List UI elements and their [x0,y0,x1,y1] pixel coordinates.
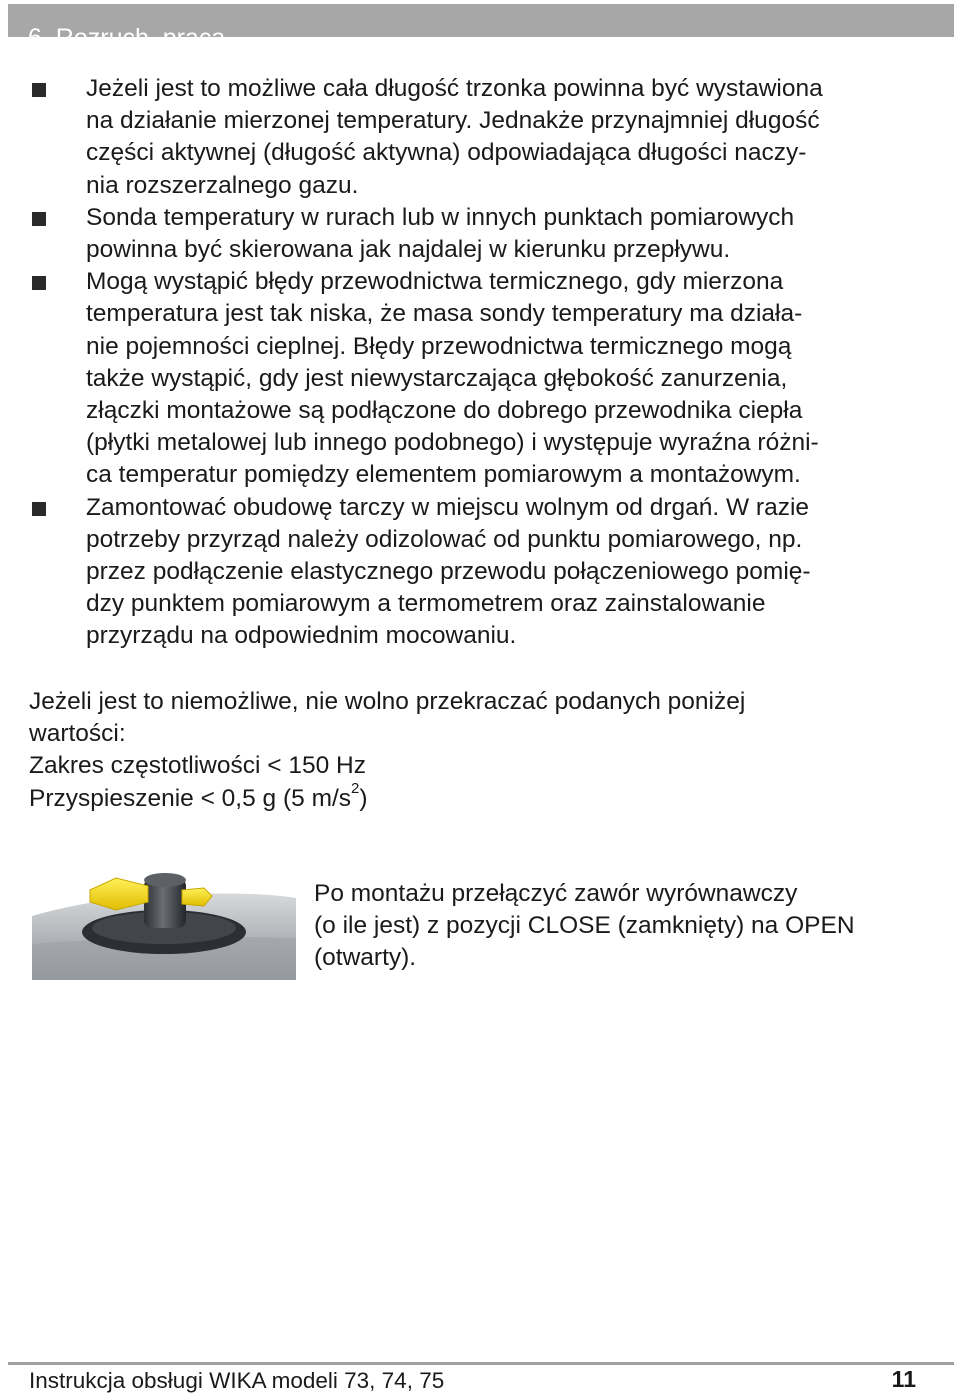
text-line: nie pojemności cieplnej. Błędy przewodnictwa termicznego mogą [86,332,792,360]
list-item [0,492,960,653]
square-bullet-icon [32,502,46,516]
text-line: Zamontować obudowę tarczy w miejscu wolnym od drgań. W razie [86,493,810,521]
footer-divider [8,1362,954,1365]
text-line: na działanie mierzonej temperatury. Jednakże przynajmniej długość [86,107,820,135]
square-bullet-icon [32,276,46,290]
text-line: (o ile jest) z pozycji CLOSE (zamknięty) na OPEN [314,912,855,940]
text-line: przez podłączenie elastycznego przewodu połączeniowego pomię- [86,558,811,586]
text-line: dzy punktem pomiarowym a termometrem oraz zainstalowanie [86,590,766,618]
text-line: (otwarty). [314,944,417,972]
text-line: Sonda temperatury w rurach lub w innych punktach pomiarowych [86,203,795,231]
text-line: Mogą wystąpić błędy przewodnictwa termicznego, gdy mierzona [86,268,784,296]
square-bullet-icon [32,212,46,226]
text-line: Jeżeli jest to możliwe cała długość trzonka powinna być wystawiona [86,75,823,102]
acceleration-limit: Przyspieszenie < 0,5 g (5 $m/s^2$) [29,780,368,812]
text-line: temperatura jest tak niska, że masa sondy temperatury ma działa- [86,300,803,328]
frequency-limit: Zakres częstotliwości < 150 Hz [29,752,366,780]
list-item [0,266,960,491]
vent-valve-image [32,868,296,980]
text-line: ca temperatur pomiędzy elementem pomiarowym a montażowym. [86,461,801,489]
limits-intro: wartości: [29,720,126,748]
text-line: (płytki metalowej lub innego podobnego) i występuje wyraźna różni- [86,429,819,457]
square-bullet-icon [32,83,46,97]
text-line: powinna być skierowana jak najdalej w kierunku przepływu. [86,236,731,264]
bullet-text [86,492,936,653]
text-line: nia rozszerzalnego gazu. [86,171,359,199]
bullet-text [86,266,936,491]
valve-instruction [314,878,954,975]
page-number: 11 [891,1366,916,1392]
section-title: 6. Rozruch, praca [28,23,226,52]
footer-manual-title: Instrukcja obsługi WIKA modeli 73, 74, 75 [29,1368,445,1393]
section-header-bar [8,4,954,52]
limits-intro: Jeżeli jest to niemożliwe, nie wolno przekraczać podanych poniżej [29,688,746,715]
text-line: Po montażu przełączyć zawór wyrównawczy [314,880,798,907]
text-line: przyrządu na odpowiednim mocowaniu. [86,622,517,650]
vibration-limits [29,686,939,815]
text-line: części aktywnej (długość aktywna) odpowiadająca długości naczy- [86,139,807,167]
superscript: 2 [351,780,360,798]
text-line: złączki montażowe są podłączone do dobrego przewodnika ciepła [86,397,803,425]
text-line: potrzeby przyrząd należy odizolować od punktu pomiarowego, np. [86,525,803,553]
bullet-text [86,73,936,202]
list-item [0,202,960,266]
bullet-list [0,73,960,653]
text-line: także wystąpić, gdy jest niewystarczająca głębokość zanurzenia, [86,364,788,392]
list-item [0,73,960,202]
bullet-text [86,202,936,266]
